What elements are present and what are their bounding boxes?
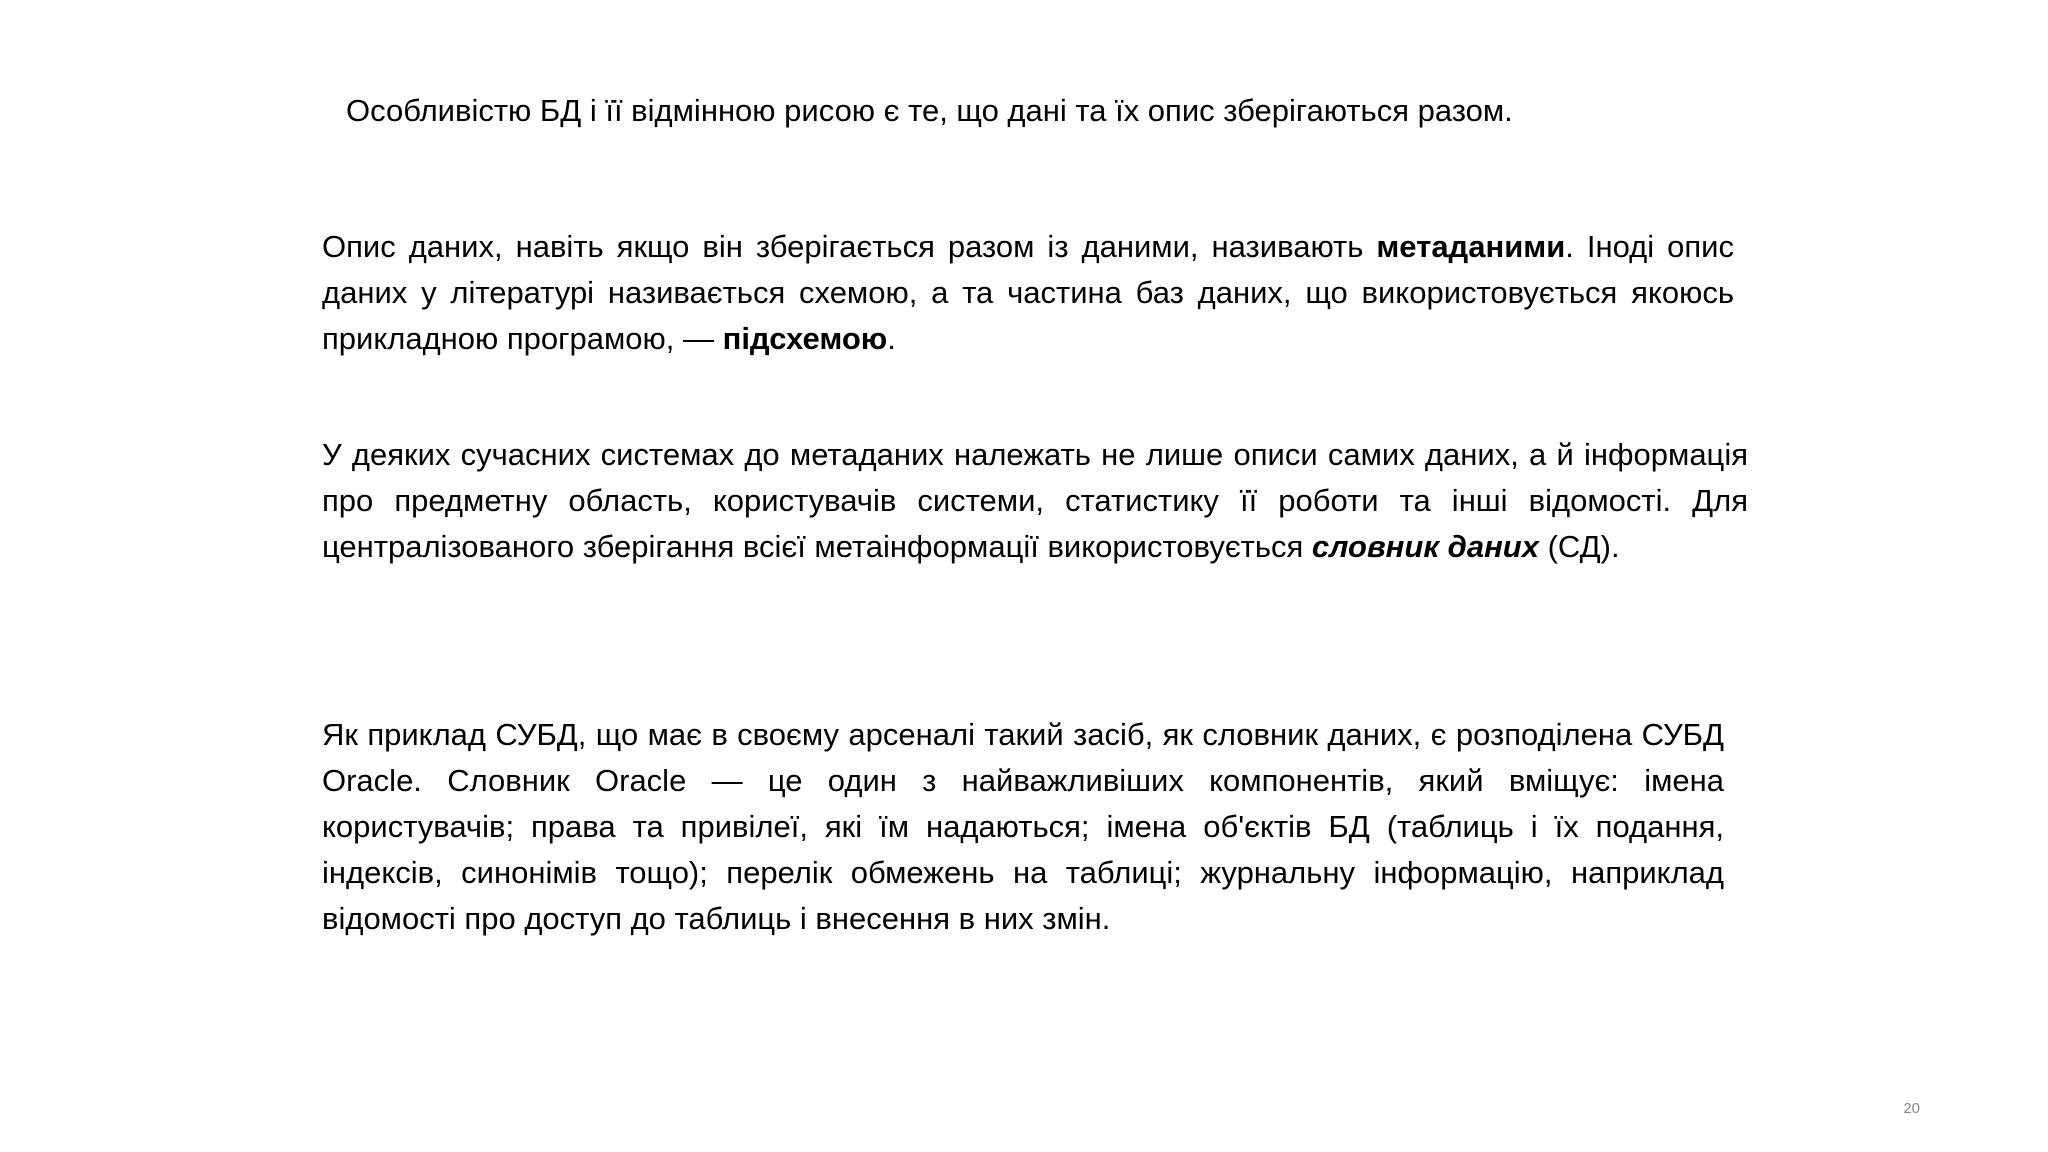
paragraph-db-feature [346,88,1746,134]
paragraph-data-dictionary-text-before: У деяких сучасних системах до метаданих належать не лише описи самих даних, а й інформація про предметну область, користувачів системи, статистику її роботи та інші відомості. Для централізованого зберігання всієї метаінформації використовується [322,437,1748,564]
paragraph-metadata-text-end: . [887,321,896,356]
paragraph-metadata [322,224,1734,362]
paragraph-oracle-example-text: Як приклад СУБД, що має в своєму арсеналі такий засіб, як словник даних, є розподілена СУБД Oracle. Словник Oracle — це один з найважливіших компонентів, який вміщує: імена користувачів; права та привілеї, які їм надаються; імена об'єктів БД (таблиць і їх подання, індексів, синонімів тощо); перелік обмежень на таблиці; журнальну інформацію, наприклад відомості про доступ до таблиць і внесення в них змін. [322,717,1724,936]
paragraph-metadata-text-middle: . Іноді опис даних у літературі називається схемою, а та частина баз даних, що використовується якоюсь прикладною програмою, — [322,229,1734,356]
term-subschema: підсхемою [722,321,888,356]
page-number: 20 [1903,1100,1920,1117]
term-metadata: метаданими [1376,229,1566,264]
paragraph-metadata-text-before: Опис даних, навіть якщо він зберігається разом із даними, називають [322,229,1377,264]
paragraph-data-dictionary-text-end: (СД). [1538,529,1620,564]
paragraph-db-feature-text: Особливістю БД і її відмінною рисою є те, що дані та їх опис зберігаються разом. [346,93,1513,128]
term-data-dictionary: словник даних [1311,529,1539,564]
paragraph-oracle-example [322,712,1724,942]
paragraph-data-dictionary [322,432,1748,570]
